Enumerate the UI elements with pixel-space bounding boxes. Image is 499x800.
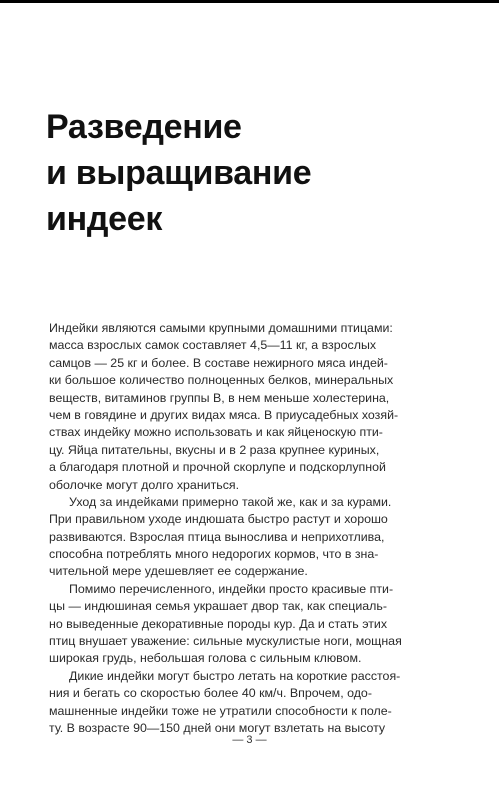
paragraph-first-line: Уход за индейками примерно такой же, как и за курами. [69, 494, 392, 509]
page-number: — 3 — [232, 734, 267, 746]
chapter-title-line: Разведение [46, 108, 242, 146]
text-line: широкая грудь, небольшая голова с сильным клювом. [49, 651, 362, 666]
text-line: чительной мере удешевляет ее содержание. [49, 564, 308, 579]
text-line: способна потреблять много недорогих кормов, что в зна- [49, 547, 379, 562]
paragraph-first-line: Дикие индейки могут быстро летать на короткие расстоя- [69, 668, 401, 683]
chapter-title-line: индеек [46, 200, 163, 238]
chapter-title-line: и выращивание [46, 154, 312, 192]
text-line: а благодаря плотной и прочной скорлупе и подскорлупной [49, 460, 386, 475]
text-line: Индейки являются самыми крупными домашними птицами: [49, 321, 393, 335]
text-line: цу. Яйца питательны, вкусны и в 2 раза крупнее куриных, [49, 442, 380, 457]
text-line: развиваются. Взрослая птица вынослива и неприхотлива, [49, 529, 385, 544]
text-line: оболочке могут долго храниться. [49, 477, 240, 492]
text-line: ки большое количество полноценных белков, минеральных [49, 373, 394, 388]
text-line: машненные индейки тоже не утратили способности к поле- [49, 703, 392, 718]
text-line: цы — индюшиная семья украшает двор так, как специаль- [49, 599, 387, 614]
text-line: птиц внушает уважение: сильные мускулистые ноги, мощная [49, 634, 402, 649]
chapter-title [46, 104, 311, 242]
text-line: ствах индейку можно использовать и как яйценоскую пти- [49, 425, 383, 440]
text-line: чем в говядине и других видах мяса. В приусадебных хозяй- [49, 407, 399, 422]
text-line: но выведенные декоративные породы кур. Да и стать этих [49, 616, 388, 631]
paragraph-first-line: Помимо перечисленного, индейки просто красивые пти- [69, 581, 394, 596]
body-text [49, 320, 451, 737]
text-line: При правильном уходе индюшата быстро растут и хорошо [49, 512, 388, 527]
text-line: масса взрослых самок составляет 4,5—11 кг, а взрослых [49, 338, 377, 353]
text-line: ту. В возрасте 90—150 дней они могут взлетать на высоту [49, 720, 386, 735]
text-line: самцов — 25 кг и более. В составе нежирного мяса индей- [49, 355, 388, 370]
top-border-bar [0, 0, 499, 3]
text-line: ния и бегать со скоростью более 40 км/ч. Впрочем, одо- [49, 686, 372, 701]
text-line: веществ, витаминов группы В, в нем меньше холестерина, [49, 390, 390, 405]
